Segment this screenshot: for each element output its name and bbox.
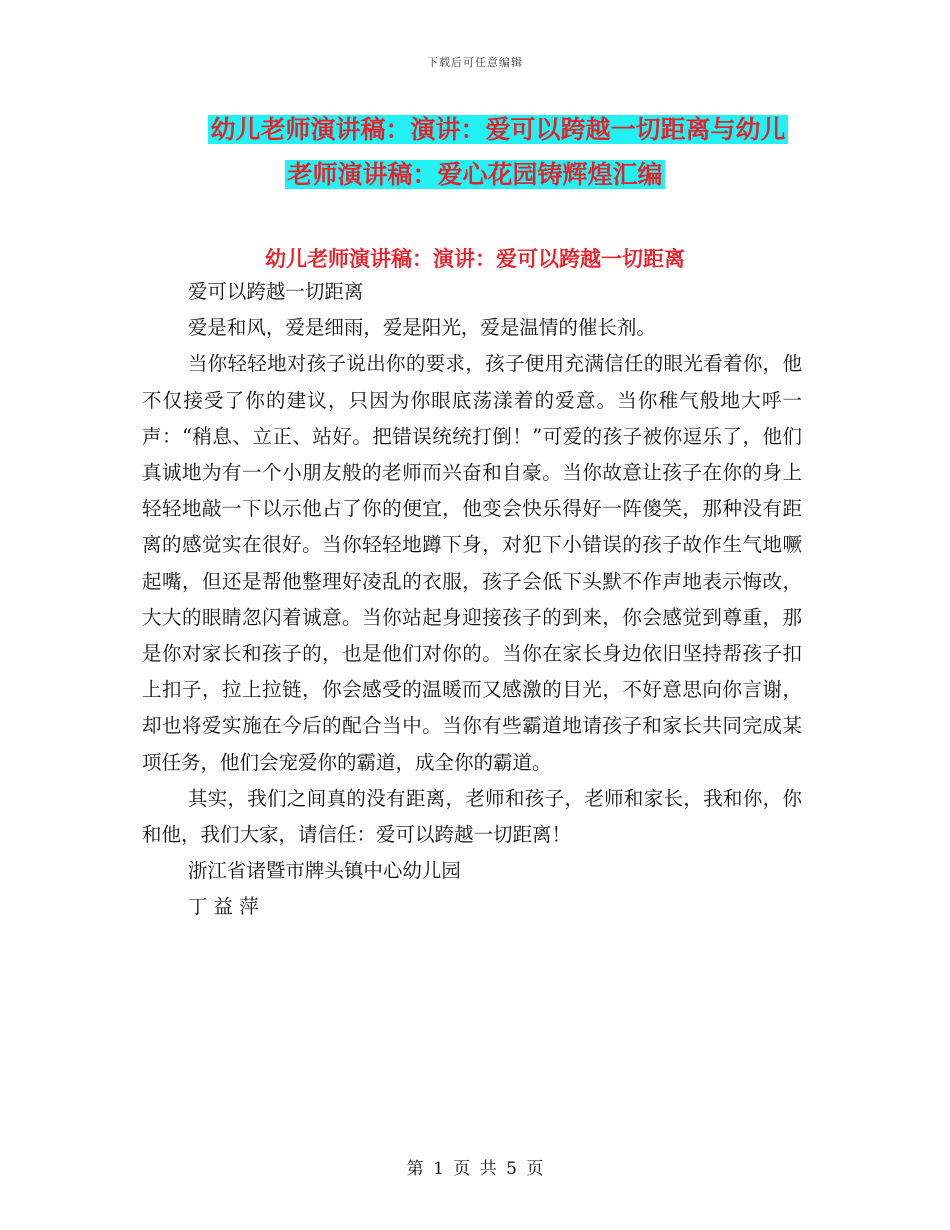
page-header-note: 下载后可任意编辑 [427,56,523,69]
body-paragraph: 其实，我们之间真的没有距离，老师和孩子，老师和家长，我和你，你和他，我们大家，请信任：爱可以跨越一切距离！ [142,786,802,847]
document-title-line-2-text: 老师演讲稿：爱心花园铸辉煌汇编 [287,160,663,189]
page-number-footer: 第 1 页 共 5 页 [406,1159,544,1179]
speech-body [142,274,802,926]
document-title-line-1-text: 幼儿老师演讲稿：演讲：爱可以跨越一切距离与幼儿 [210,115,786,144]
author-school: 浙江省诸暨市牌头镇中心幼儿园 [187,859,461,883]
document-title-line-1 [0,110,950,150]
section-title: 幼儿老师演讲稿：演讲：爱可以跨越一切距离 [265,247,685,271]
speech-heading-paragraph: 爱可以跨越一切距离 [187,280,364,303]
document-title-line-2 [0,155,950,195]
body-paragraph: 爱是和风，爱是细雨，爱是阳光，爱是温情的催长剂。 [187,316,656,340]
body-paragraph: 当你轻轻地对孩子说出你的要求，孩子便用充满信任的眼光看着你，他不仅接受了你的建议，只因为你眼底荡漾着的爱意。当你稚气般地大呼一声：“稍息、立正、站好。把错误统统打倒！”可爱的孩子被你逗乐了，他们真诚地为有一个小朋友般的老师而兴奋和自豪。当你故意让孩子在你的身上轻轻地敲一下以示他占了你的便宜，他变会快乐得好一阵傻笑，那种没有距离的感觉实在很好。当你轻轻地蹲下身，对犯下小错误的孩子故作生气地噘起嘴，但还是帮他整理好凌乱的衣服，孩子会低下头默不作声地表示悔改，大大的眼睛忽闪着诚意。当你站起身迎接孩子的到来，你会感觉到尊重，那是你对家长和孩子的，也是他们对你的。当你在家长身边依旧坚持帮孩子扣上扣子，拉上拉链，你会感受的温暖而又感激的目光，不好意思向你言谢，却也将爱实施在今后的配合当中。当你有些霸道地请孩子和家长共同完成某项任务，他们会宠爱你的霸道，成全你的霸道。 [142,352,802,774]
author-name: 丁 益 萍 [187,895,259,919]
